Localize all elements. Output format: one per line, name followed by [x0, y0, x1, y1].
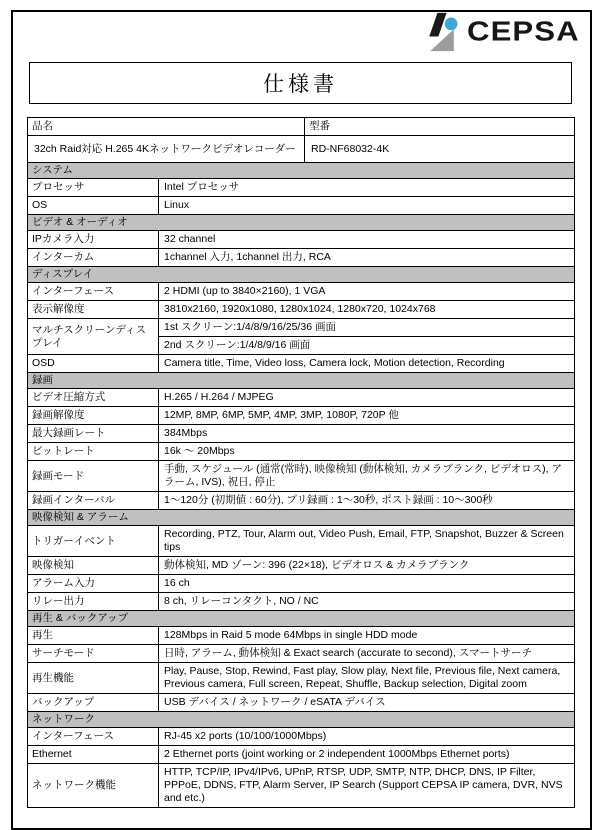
spec-row — [28, 745, 574, 763]
spec-label: リレー出力 — [32, 595, 85, 607]
spec-label: 最大録画レート — [32, 427, 106, 439]
title-box — [29, 62, 572, 104]
section-header: 映像検知 & アラーム — [28, 509, 574, 525]
spec-label: サーチモード — [32, 647, 95, 659]
section-header: 再生 & バックアップ — [28, 610, 574, 626]
spec-row — [28, 693, 574, 711]
spec-label: トリガーイベント — [32, 534, 116, 547]
spec-row — [28, 644, 574, 662]
spec-row — [28, 178, 574, 196]
cepsa-logo-icon — [422, 12, 462, 52]
spec-label: 録画モード — [32, 469, 85, 482]
spec-value: Camera title, Time, Video loss, Camera lock, Motion detection, Recording — [158, 355, 574, 372]
spec-value: 16k ～ 20Mbps — [158, 443, 574, 460]
spec-label: OS — [32, 199, 48, 211]
spec-row — [28, 763, 574, 807]
section-header: ビデオ & オーディオ — [28, 214, 574, 230]
logo-text: CEPSA — [466, 16, 580, 47]
product-model-value: RD-NF68032-4K — [304, 135, 574, 162]
spec-label: 表示解像度 — [32, 303, 85, 315]
cepsa-logo — [422, 12, 580, 52]
spec-label: インターフェース — [32, 285, 115, 297]
product-name-value: 32ch Raid対応 H.265 4Kネットワークビデオレコーダー — [28, 135, 304, 162]
section-header: 録画 — [28, 372, 574, 388]
spec-row — [28, 525, 574, 556]
spec-value: Recording, PTZ, Tour, Alarm out, Video Push, Email, FTP, Snapshot, Buzzer & Screen tips — [158, 526, 574, 556]
spec-subvalue: 2nd スクリーン:1/4/8/9/16 画面 — [159, 336, 574, 354]
spec-label: IPカメラ入力 — [32, 233, 95, 245]
spec-row — [28, 388, 574, 406]
spec-row — [28, 424, 574, 442]
spec-value: 16 ch — [158, 575, 574, 592]
spec-value: 128Mbps in Raid 5 mode 64Mbps in single HDD mode — [158, 627, 574, 644]
spec-row — [28, 626, 574, 644]
spec-label: ビデオ圧縮方式 — [32, 391, 106, 403]
spec-row — [28, 460, 574, 491]
spec-label: バックアップ — [32, 696, 95, 708]
spec-value: 動体検知, MD ゾーン: 396 (22×18), ビデオロス & カメラブランク — [158, 557, 574, 574]
spec-row — [28, 592, 574, 610]
spec-value: H.265 / H.264 / MJPEG — [158, 389, 574, 406]
section-header: ディスプレイ — [28, 266, 574, 282]
spec-row — [28, 491, 574, 509]
spec-label: Ethernet — [32, 748, 72, 760]
page-title: 仕様書 — [263, 73, 338, 96]
spec-value: 2 Ethernet ports (joint working or 2 independent 1000Mbps Ethernet ports) — [158, 746, 574, 763]
spec-row — [28, 406, 574, 424]
spec-row — [28, 662, 574, 693]
spec-label: ネットワーク機能 — [32, 779, 116, 791]
spec-value: 1～120分 (初期値 : 60分), プリ録画 : 1～30秒, ポスト録画 : 10～300秒 — [158, 492, 574, 509]
spec-value: 3810x2160, 1920x1080, 1280x1024, 1280x720, 1024x768 — [158, 301, 574, 318]
spec-subvalue: 1st スクリーン:1/4/8/9/16/25/36 画面 — [164, 321, 336, 333]
spec-label: 再生 — [32, 629, 53, 641]
spec-row — [28, 727, 574, 745]
spec-label: アラーム入力 — [32, 577, 95, 589]
spec-row — [28, 282, 574, 300]
spec-label: OSD — [32, 357, 55, 369]
spec-label: プロセッサ — [32, 181, 85, 193]
logo-bar-shape — [429, 13, 446, 37]
spec-row — [28, 442, 574, 460]
spec-table — [27, 117, 575, 808]
spec-value — [158, 319, 574, 354]
spec-row — [28, 574, 574, 592]
spec-value: 日時, アラーム, 動体検知 & Exact search (accurate to second), スマートサーチ — [158, 645, 574, 662]
section-header: システム — [28, 162, 574, 178]
spec-value: HTTP, TCP/IP, IPv4/IPv6, UPnP, RTSP, UDP, SMTP, NTP, DHCP, DNS, IP Filter, PPPoE, DDNS, FTP, Alarm Server, IP Search (Support CEPSA IP camera, DVR, NVS and etc.) — [158, 764, 574, 807]
spec-row — [28, 230, 574, 248]
logo-circle-shape — [444, 17, 457, 30]
spec-value: Play, Pause, Stop, Rewind, Fast play, Slow play, Next file, Previous file, Next camera, Previous camera, Full screen, Repeat, Shuffle, Backup selection, Digital zoom — [158, 663, 574, 693]
spec-value: 12MP, 8MP, 6MP, 5MP, 4MP, 3MP, 1080P, 720P 他 — [158, 407, 574, 424]
product-header-row — [28, 118, 574, 135]
spec-label: インターフェース — [32, 730, 115, 742]
spec-value: 8 ch, リレーコンタクト, NO / NC — [158, 593, 574, 610]
spec-value: Linux — [158, 197, 574, 214]
spec-row — [28, 354, 574, 372]
spec-label: 映像検知 — [32, 559, 74, 571]
spec-value: 32 channel — [158, 231, 574, 248]
spec-label: 録画解像度 — [32, 409, 85, 421]
spec-value: 2 HDMI (up to 3840×2160), 1 VGA — [158, 283, 574, 300]
product-model-label: 型番 — [304, 118, 574, 135]
spec-sections — [28, 162, 574, 807]
spec-value: RJ-45 x2 ports (10/100/1000Mbps) — [158, 728, 574, 745]
spec-label: ビットレート — [32, 445, 95, 457]
spec-value: 手動, スケジュール (通常(常時), 映像検知 (動体検知, カメラブランク, ビデオロス), アラーム, IVS), 祝日, 停止 — [158, 461, 574, 491]
spec-label: 録画インターバル — [32, 494, 116, 506]
spec-row — [28, 196, 574, 214]
spec-value: USB デバイス / ネットワーク / eSATA デバイス — [158, 694, 574, 711]
spec-row — [28, 300, 574, 318]
product-value-row — [28, 135, 574, 162]
spec-value: 1channel 入力, 1channel 出力, RCA — [158, 249, 574, 266]
product-name-label: 品名 — [32, 120, 53, 132]
spec-value: 384Mbps — [158, 425, 574, 442]
spec-row — [28, 318, 574, 354]
section-header: ネットワーク — [28, 711, 574, 727]
spec-label: 再生機能 — [32, 671, 74, 684]
spec-row — [28, 556, 574, 574]
spec-label: マルチスクリーンディスプレイ — [32, 323, 147, 349]
spec-row — [28, 248, 574, 266]
spec-value: Intel プロセッサ — [158, 179, 574, 196]
spec-label: インターカム — [32, 251, 95, 263]
